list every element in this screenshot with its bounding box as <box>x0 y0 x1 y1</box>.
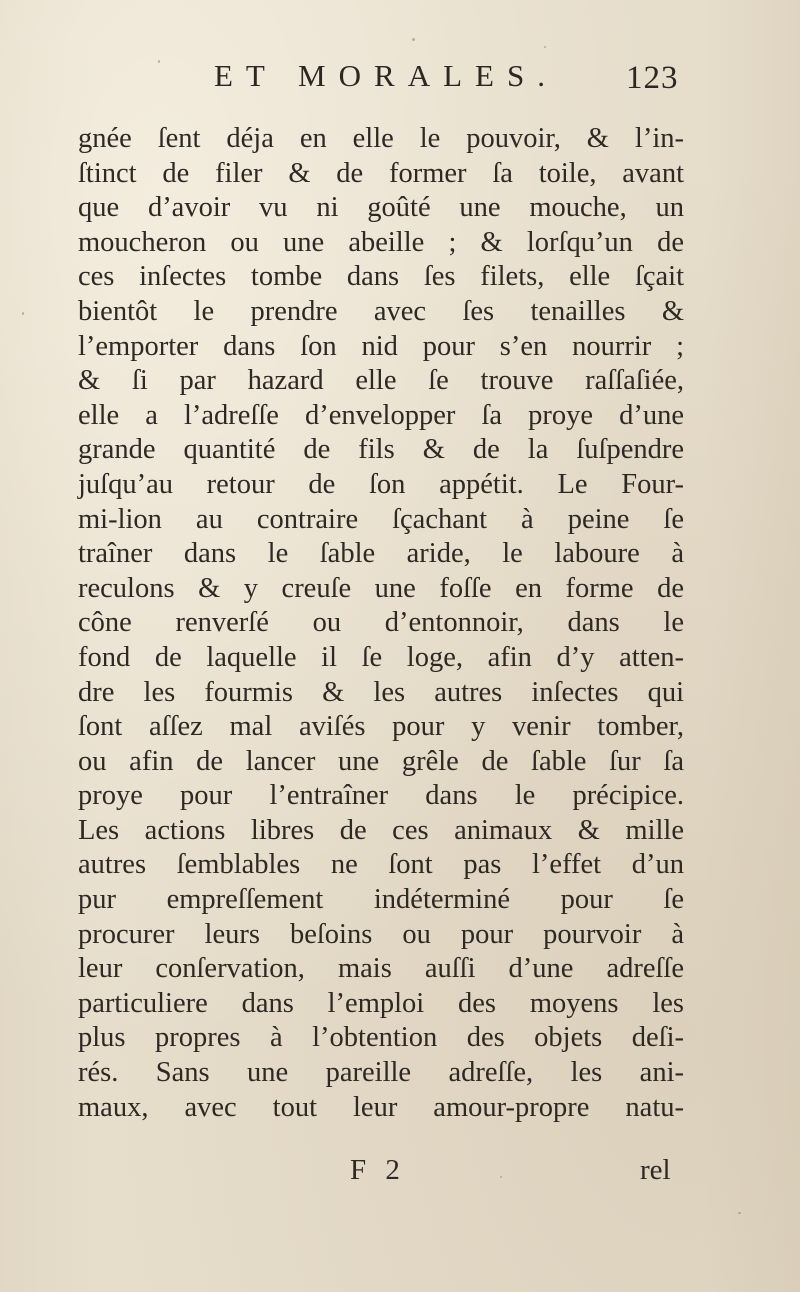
text-line: procurer leurs beſoins ou pour pourvoir à <box>78 918 684 950</box>
paper-speck <box>544 46 546 48</box>
text-line: rés. Sans une pareille adreſſe, les ani- <box>78 1057 684 1089</box>
running-title: ET MORALES. <box>214 58 558 93</box>
paper-speck <box>412 38 415 41</box>
text-line: que d’avoir vu ni goûté une mouche, un <box>78 192 684 224</box>
text-line: ſont aſſez mal aviſés pour y venir tomber, <box>78 711 684 743</box>
body-text <box>78 122 684 1125</box>
page-number: 123 <box>626 60 679 96</box>
text-line: reculons & y creuſe une foſſe en forme de <box>78 572 684 604</box>
text-line: fond de laquelle il ſe loge, afin d’y atten- <box>78 641 684 673</box>
text-line: bientôt le prendre avec ſes tenailles & <box>78 295 684 327</box>
text-line: juſqu’au retour de ſon appétit. Le Four- <box>78 468 684 500</box>
page-footer <box>0 1154 800 1194</box>
text-line: l’emporter dans ſon nid pour s’en nourrir ; <box>78 330 684 362</box>
text-line: mi-lion au contraire ſçachant à peine ſe <box>78 503 684 535</box>
running-head <box>0 58 800 108</box>
text-line: cône renverſé ou d’entonnoir, dans le <box>78 607 684 639</box>
paper-speck <box>158 60 160 63</box>
text-line: maux, avec tout leur amour-propre natu- <box>78 1091 684 1123</box>
paper-speck <box>738 1212 741 1214</box>
text-line: gnée ſent déja en elle le pouvoir, & l’in- <box>78 123 684 154</box>
text-line: dre les fourmis & les autres inſectes qui <box>78 676 684 708</box>
text-line: & ſi par hazard elle ſe trouve raſſaſiée, <box>78 365 684 397</box>
text-line: elle a l’adreſſe d’envelopper ſa proye d’une <box>78 399 684 431</box>
text-line: ou afin de lancer une grêle de ſable ſur ſa <box>78 745 684 777</box>
text-line: moucheron ou une abeille ; & lorſqu’un de <box>78 226 684 258</box>
paper-speck <box>500 1176 502 1178</box>
text-line: particuliere dans l’emploi des moyens les <box>78 987 684 1019</box>
text-line: pur empreſſement indéterminé pour ſe <box>78 884 684 916</box>
paper-speck <box>22 312 24 315</box>
text-line: ſtinct de filer & de former ſa toile, avant <box>78 157 684 189</box>
text-line: traîner dans le ſable aride, le laboure à <box>78 538 684 570</box>
text-line: proye pour l’entraîner dans le précipice. <box>78 780 684 812</box>
text-line: ces inſectes tombe dans ſes filets, elle ſçait <box>78 261 684 293</box>
text-line: leur conſervation, mais auſſi d’une adreſſe <box>78 953 684 985</box>
catchword: rel <box>640 1154 671 1186</box>
signature-mark: F 2 <box>350 1154 406 1186</box>
text-line: Les actions libres de ces animaux & mille <box>78 814 684 846</box>
text-line: autres ſemblables ne ſont pas l’effet d’un <box>78 849 684 881</box>
text-line: plus propres à l’obtention des objets deſi- <box>78 1022 684 1054</box>
text-line: grande quantité de fils & de la ſuſpendre <box>78 434 684 466</box>
